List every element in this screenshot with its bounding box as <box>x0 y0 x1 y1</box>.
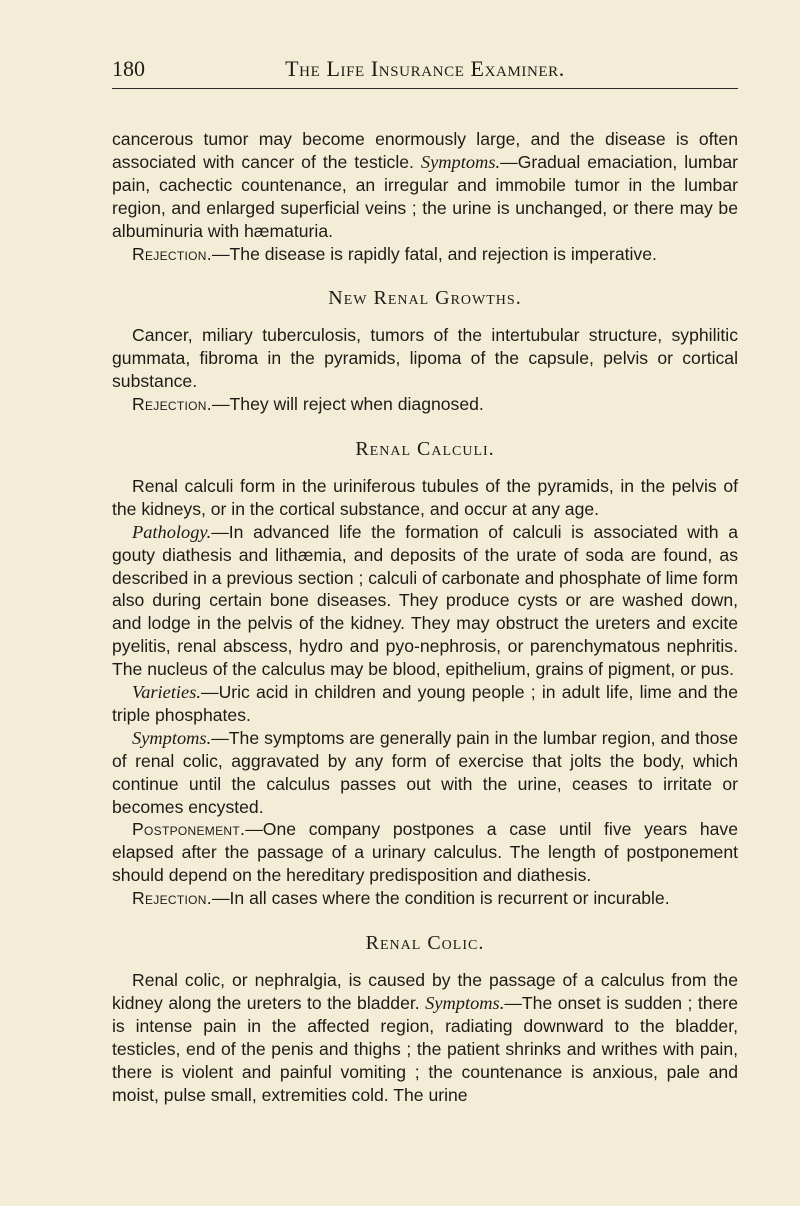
paragraph-cancer-continued: cancerous tumor may become enormously large, and the disease is often associated with cancer of the testicle. Symptoms.—Gradual emaciation, lumbar pain, cachectic countenance, an irregular and immobile tumor in the lumbar region, and enlarged superficial veins ; the urine is unchanged, or there may be albuminuria with hæmaturia. <box>112 129 738 241</box>
paragraph-postponement: Postponement.—One company postpones a case until five years have elapsed after the passage of a urinary calculus. The length of postponement should depend on the hereditary predisposition and diathesis. <box>112 819 738 886</box>
paragraph-pathology: Pathology.—In advanced life the formation of calculi is associated with a gouty diathesis and lithæmia, and deposits of the urate of soda are found, as described in a previous section ; calculi of carbonate and phosphate of lime form also during certain bone diseases. They produce cysts or are washed down, and lodge in the pelvis of the kidney. They may obstruct the ureters and excite pyelitis, renal abscess, hydro and pyo-nephrosis, or parenchymatous nephritis. The nucleus of the calculus may be blood, epithelium, grains of pigment, or pus. <box>112 521 738 680</box>
symptoms-label: Symptoms. <box>420 151 501 172</box>
symptoms-label: Symptoms. <box>425 992 505 1013</box>
symptoms-label: Symptoms. <box>132 727 212 748</box>
paragraph-calculi-intro: Renal calculi form in the uriniferous tubules of the pyramids, in the pelvis of the kidneys, or in the cortical substance, and occur at any age. <box>112 475 738 519</box>
running-title: The Life Insurance Examiner. <box>285 56 565 81</box>
pathology-label: Pathology. <box>132 521 212 542</box>
running-head <box>112 48 738 89</box>
paragraph-rejection-growths: Rejection.—They will reject when diagnosed. <box>132 394 484 415</box>
paragraph-renal-growths: Cancer, miliary tuberculosis, tumors of the intertubular structure, syphilitic gummata, fibroma in the pyramids, lipoma of the capsule, pelvis or cortical substance. <box>112 325 738 392</box>
heading-renal-colic: Renal Colic. <box>365 932 485 955</box>
paragraph-renal-colic: Renal colic, or nephralgia, is caused by the passage of a calculus from the kidney along the ureters to the bladder. Symptoms.—The onset is sudden ; there is intense pain in the affected region, radiating downward to the bladder, testicles, end of the penis and thighs ; the patient shrinks and writhes with pain, there is violent and painful vomiting ; the countenance is anxious, pale and moist, pulse small, extremities cold. The urine <box>112 970 739 1105</box>
heading-renal-calculi: Renal Calculi. <box>355 437 495 460</box>
heading-new-renal-growths: New Renal Growths. <box>328 287 522 310</box>
paragraph-varieties: Varieties.—Uric acid in children and young people ; in adult life, lime and the triple phosphates. <box>112 682 738 725</box>
paragraph-rejection-calculi: Rejection.—In all cases where the condition is recurrent or incurable. <box>132 888 670 909</box>
rejection-lead: Rejection. <box>132 243 212 264</box>
body-text <box>112 128 738 1106</box>
varieties-label: Varieties. <box>132 682 201 703</box>
paragraph-symptoms-calculi: Symptoms.—The symptoms are generally pain in the lumbar region, and those of renal colic, aggravated by any form of exercise that jolts the body, which continue until the calculus passes out with the urine, ceases to irritate or becomes encysted. <box>112 727 738 817</box>
paragraph-rejection-cancer: Rejection.—The disease is rapidly fatal, and rejection is imperative. <box>132 243 657 264</box>
postponement-lead: Postponement. <box>132 819 246 840</box>
rejection-lead: Rejection. <box>132 888 212 909</box>
rejection-lead: Rejection. <box>132 394 212 415</box>
page-number: 180 <box>112 56 145 81</box>
